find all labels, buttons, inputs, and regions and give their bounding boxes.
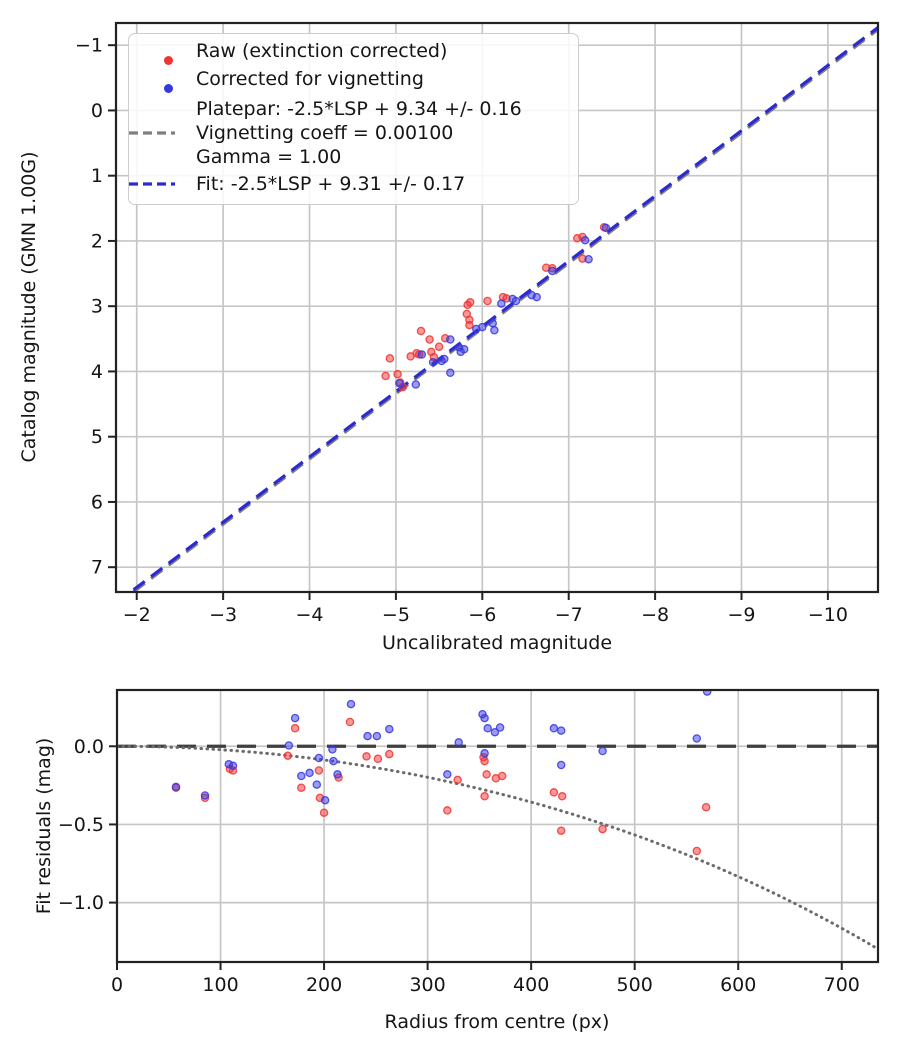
scatter-point [447,336,454,343]
y-tick-label: 5 [90,426,103,449]
scatter-point [489,320,496,327]
scatter-point [558,827,565,834]
scatter-point [334,771,341,778]
y-tick-label: 7 [90,556,103,579]
scatter-point [454,776,461,783]
scatter-point [558,761,565,768]
scatter-point [386,751,393,758]
scatter-point [292,715,299,722]
scatter-point [467,299,474,306]
scatter-point [602,224,609,231]
scatter-point [550,789,557,796]
scatter-point [693,847,700,854]
scatter-point [285,742,292,749]
scatter-point [599,826,606,833]
scatter-point [484,297,491,304]
x-tick-label: 0 [110,974,124,996]
scatter-point [436,343,443,350]
scatter-point [693,735,700,742]
scatter-point [559,793,566,800]
scatter-point [703,804,710,811]
scatter-point [499,772,506,779]
scatter-point [426,336,433,343]
scatter-point [229,762,236,769]
top-x-axis-label: Uncalibrated magnitude [381,632,613,654]
gray-dashed-line-icon [129,131,175,135]
y-tick-label: 4 [90,360,103,383]
bottom-y-axis-label: Fit residuals (mag) [33,737,55,915]
scatter-point [386,355,393,362]
scatter-point [481,793,488,800]
scatter-point [455,739,462,746]
scatter-point [444,807,451,814]
scatter-point [558,727,565,734]
x-tick-label: 600 [720,974,757,996]
scatter-point [585,256,592,263]
scatter-point [313,781,320,788]
scatter-point [417,327,424,334]
scatter-point [549,267,556,274]
x-tick-label: −2 [122,604,151,626]
legend-item-raw [129,39,578,63]
x-tick-label: 700 [823,974,860,996]
scatter-point [347,701,354,708]
x-tick-label: −7 [554,604,583,626]
legend-label-platepar-2: Vignetting coeff = 0.00100 [196,122,454,144]
scatter-point [444,771,451,778]
scatter-point [396,380,403,387]
scatter-point [363,753,370,760]
x-tick-label: −3 [209,604,238,626]
y-tick-label: 6 [90,491,103,514]
scatter-point [466,322,473,329]
scatter-point [329,746,336,753]
scatter-point [447,369,454,376]
scatter-point [315,767,322,774]
y-tick-label: 2 [90,230,103,253]
legend-item-fit [129,172,578,196]
x-tick-label: −6 [468,604,497,626]
scatter-point [481,715,488,722]
y-tick-label: 3 [90,295,103,318]
scatter-point [441,355,448,362]
vignetting-dot-icon [145,75,191,99]
scatter-point [498,300,505,307]
y-tick-label: 1 [90,165,103,188]
scatter-point [582,237,589,244]
x-tick-label: −8 [641,604,670,626]
scatter-point [491,327,498,334]
x-tick-label: 400 [513,974,550,996]
x-tick-label: −4 [295,604,324,626]
legend-label-platepar-1: Platepar: -2.5*LSP + 9.34 +/- 0.16 [196,98,522,120]
scatter-point [201,792,208,799]
scatter-point [382,372,389,379]
legend-item-platepar [129,97,578,169]
legend-label-raw: Raw (extinction corrected) [196,40,448,62]
x-tick-label: −9 [727,604,756,626]
scatter-point [533,294,540,301]
scatter-point [481,758,488,765]
scatter-point [512,297,519,304]
scatter-point [322,797,329,804]
scatter-point [461,346,468,353]
scatter-point [497,724,504,731]
scatter-point [412,381,419,388]
scatter-point [550,725,557,732]
y-tick-label: 0.0 [73,735,104,758]
series-raw [382,224,608,391]
scatter-point [386,726,393,733]
y-tick-label: 0 [90,99,103,122]
x-tick-label: 300 [409,974,446,996]
scatter-point [292,725,299,732]
scatter-point [430,359,437,366]
scatter-point [346,718,353,725]
scatter-point [321,809,328,816]
blue-dashed-line-icon [129,182,175,186]
y-tick-label: −1.0 [57,892,104,915]
scatter-point [298,772,305,779]
bottom-x-axis-label: Radius from centre (px) [384,1011,610,1033]
scatter-point [483,771,490,778]
legend-label-platepar-3: Gamma = 1.00 [196,146,342,168]
scatter-point [373,733,380,740]
legend-label-vignetting: Corrected for vignetting [196,68,424,90]
legend-label-fit: Fit: -2.5*LSP + 9.31 +/- 0.17 [196,173,466,195]
scatter-point [330,758,337,765]
legend-item-vignetting [129,67,578,91]
x-tick-label: 500 [616,974,653,996]
scatter-point [374,755,381,762]
scatter-point [364,733,371,740]
scatter-point [484,725,491,732]
scatter-point [284,752,291,759]
scatter-point [315,754,322,761]
scatter-point [306,769,313,776]
x-tick-label: −10 [807,604,848,626]
x-tick-label: 100 [202,974,239,996]
scatter-point [481,750,488,757]
scatter-point [172,783,179,790]
legend [128,33,579,205]
scatter-point [418,351,425,358]
scatter-point [479,324,486,331]
x-tick-label: −5 [381,604,410,626]
top-y-axis-label: Catalog magnitude (GMN 1.00G) [18,151,40,463]
x-tick-label: 200 [305,974,343,996]
y-tick-label: −1 [74,34,103,57]
y-tick-label: −0.5 [57,813,104,836]
scatter-point [298,784,305,791]
scatter-point [599,747,606,754]
scatter-point [394,371,401,378]
